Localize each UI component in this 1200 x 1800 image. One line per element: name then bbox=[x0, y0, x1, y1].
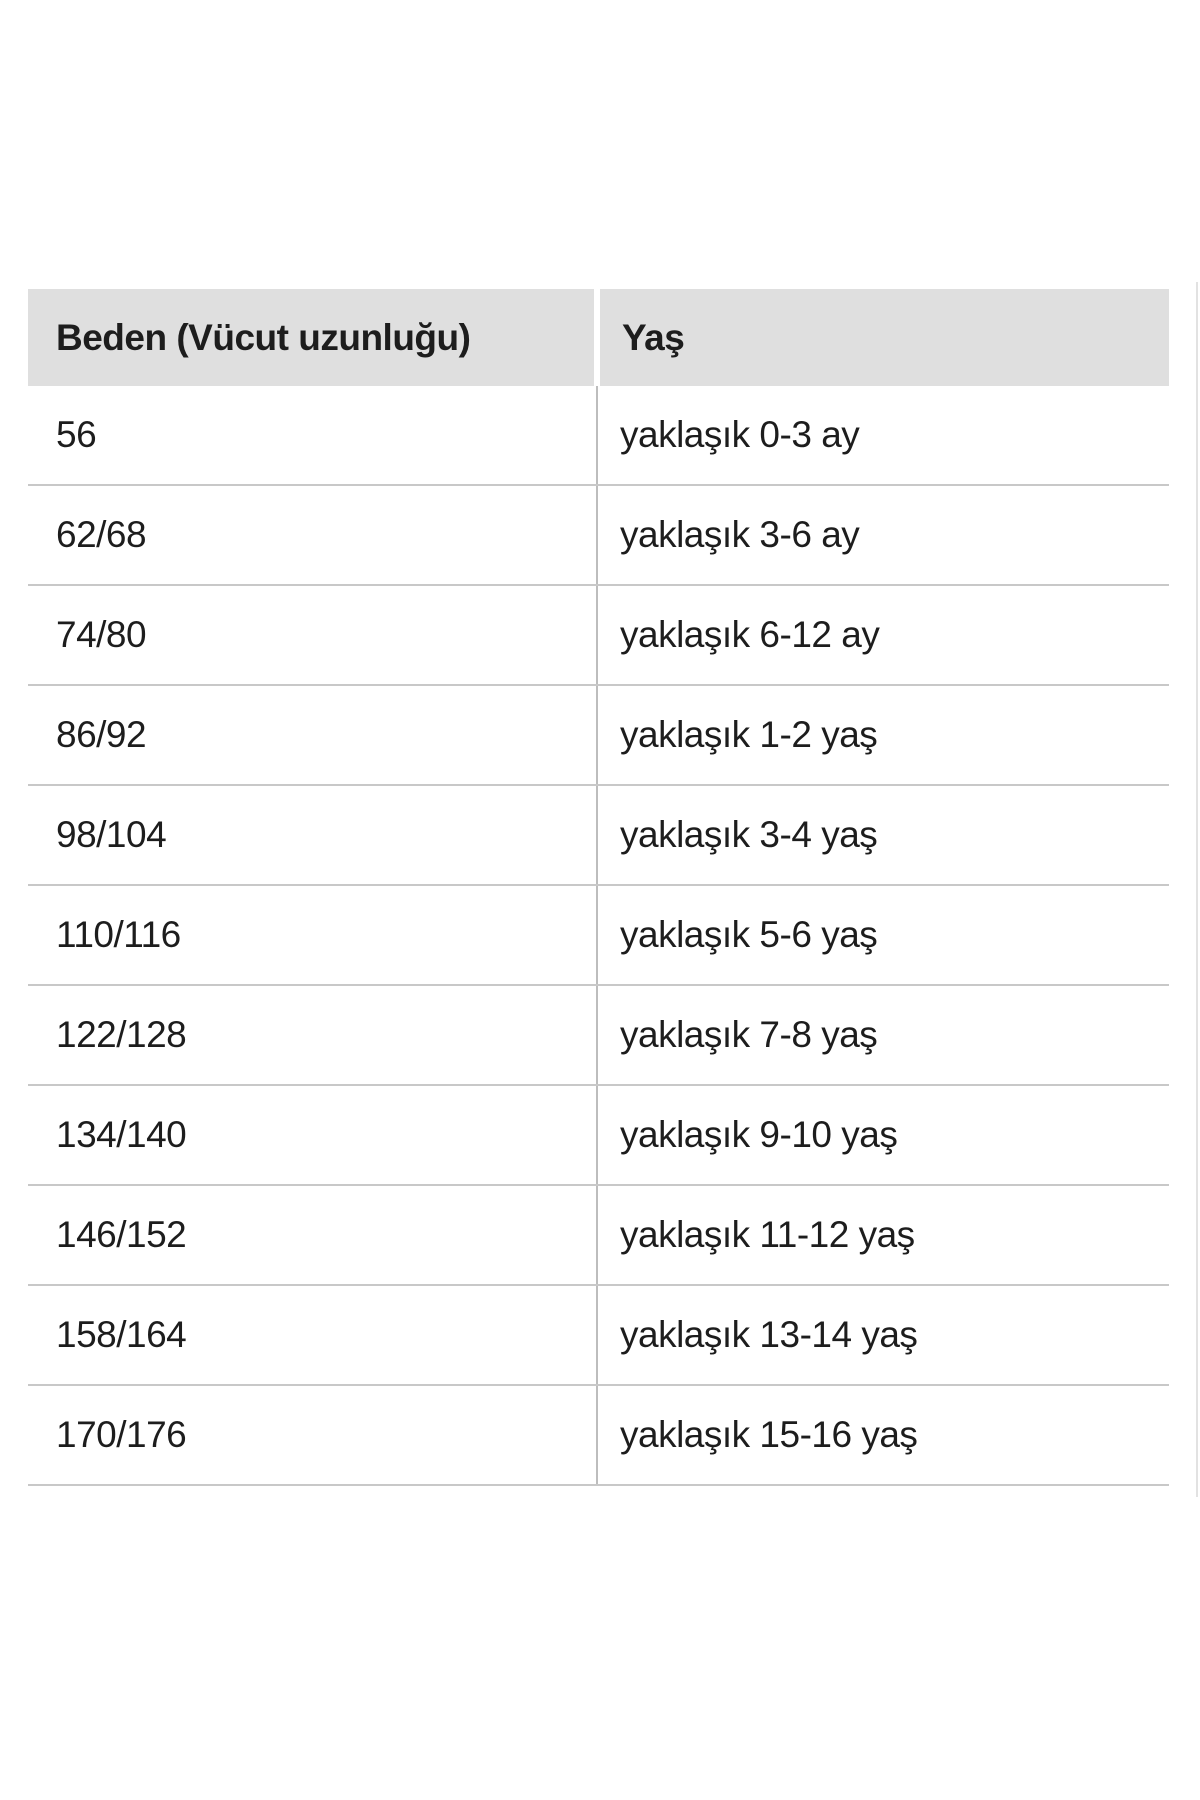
header-age-label: Yaş bbox=[622, 316, 685, 358]
table-header-row bbox=[28, 289, 1169, 386]
age-cell: yaklaşık 3-6 ay bbox=[620, 514, 860, 555]
size-cell: 98/104 bbox=[28, 786, 598, 884]
table-row bbox=[28, 1386, 1169, 1486]
age-cell: yaklaşık 5-6 yaş bbox=[620, 914, 878, 955]
header-cell-size bbox=[28, 289, 594, 386]
age-cell: yaklaşık 3-4 yaş bbox=[620, 814, 878, 855]
size-cell: 56 bbox=[28, 386, 598, 484]
table-row bbox=[28, 586, 1169, 686]
table-row bbox=[28, 1186, 1169, 1286]
table-row bbox=[28, 386, 1169, 486]
age-cell: yaklaşık 11-12 yaş bbox=[620, 1214, 915, 1255]
size-cell: 146/152 bbox=[28, 1186, 598, 1284]
table-body bbox=[28, 386, 1169, 1486]
size-cell: 134/140 bbox=[28, 1086, 598, 1184]
size-cell: 122/128 bbox=[28, 986, 598, 1084]
table-row bbox=[28, 886, 1169, 986]
age-cell: yaklaşık 13-14 yaş bbox=[620, 1314, 918, 1355]
age-cell: yaklaşık 15-16 yaş bbox=[620, 1414, 918, 1455]
age-cell: yaklaşık 7-8 yaş bbox=[620, 1014, 878, 1055]
table-row bbox=[28, 986, 1169, 1086]
container-right-border bbox=[1196, 282, 1198, 1497]
size-cell: 86/92 bbox=[28, 686, 598, 784]
table-row bbox=[28, 1086, 1169, 1186]
age-cell: yaklaşık 1-2 yaş bbox=[620, 714, 878, 755]
size-cell: 158/164 bbox=[28, 1286, 598, 1384]
table-row bbox=[28, 786, 1169, 886]
age-cell: yaklaşık 6-12 ay bbox=[620, 614, 880, 655]
table-row bbox=[28, 1286, 1169, 1386]
table-row bbox=[28, 486, 1169, 586]
age-cell: yaklaşık 0-3 ay bbox=[620, 414, 860, 455]
size-cell: 110/116 bbox=[28, 886, 598, 984]
size-cell: 74/80 bbox=[28, 586, 598, 684]
header-cell-age bbox=[600, 289, 1169, 386]
table-row bbox=[28, 686, 1169, 786]
age-cell: yaklaşık 9-10 yaş bbox=[620, 1114, 898, 1155]
header-size-label: Beden (Vücut uzunluğu) bbox=[56, 316, 471, 358]
size-cell: 170/176 bbox=[28, 1386, 598, 1484]
size-cell: 62/68 bbox=[28, 486, 598, 584]
size-chart-table bbox=[28, 289, 1169, 1486]
